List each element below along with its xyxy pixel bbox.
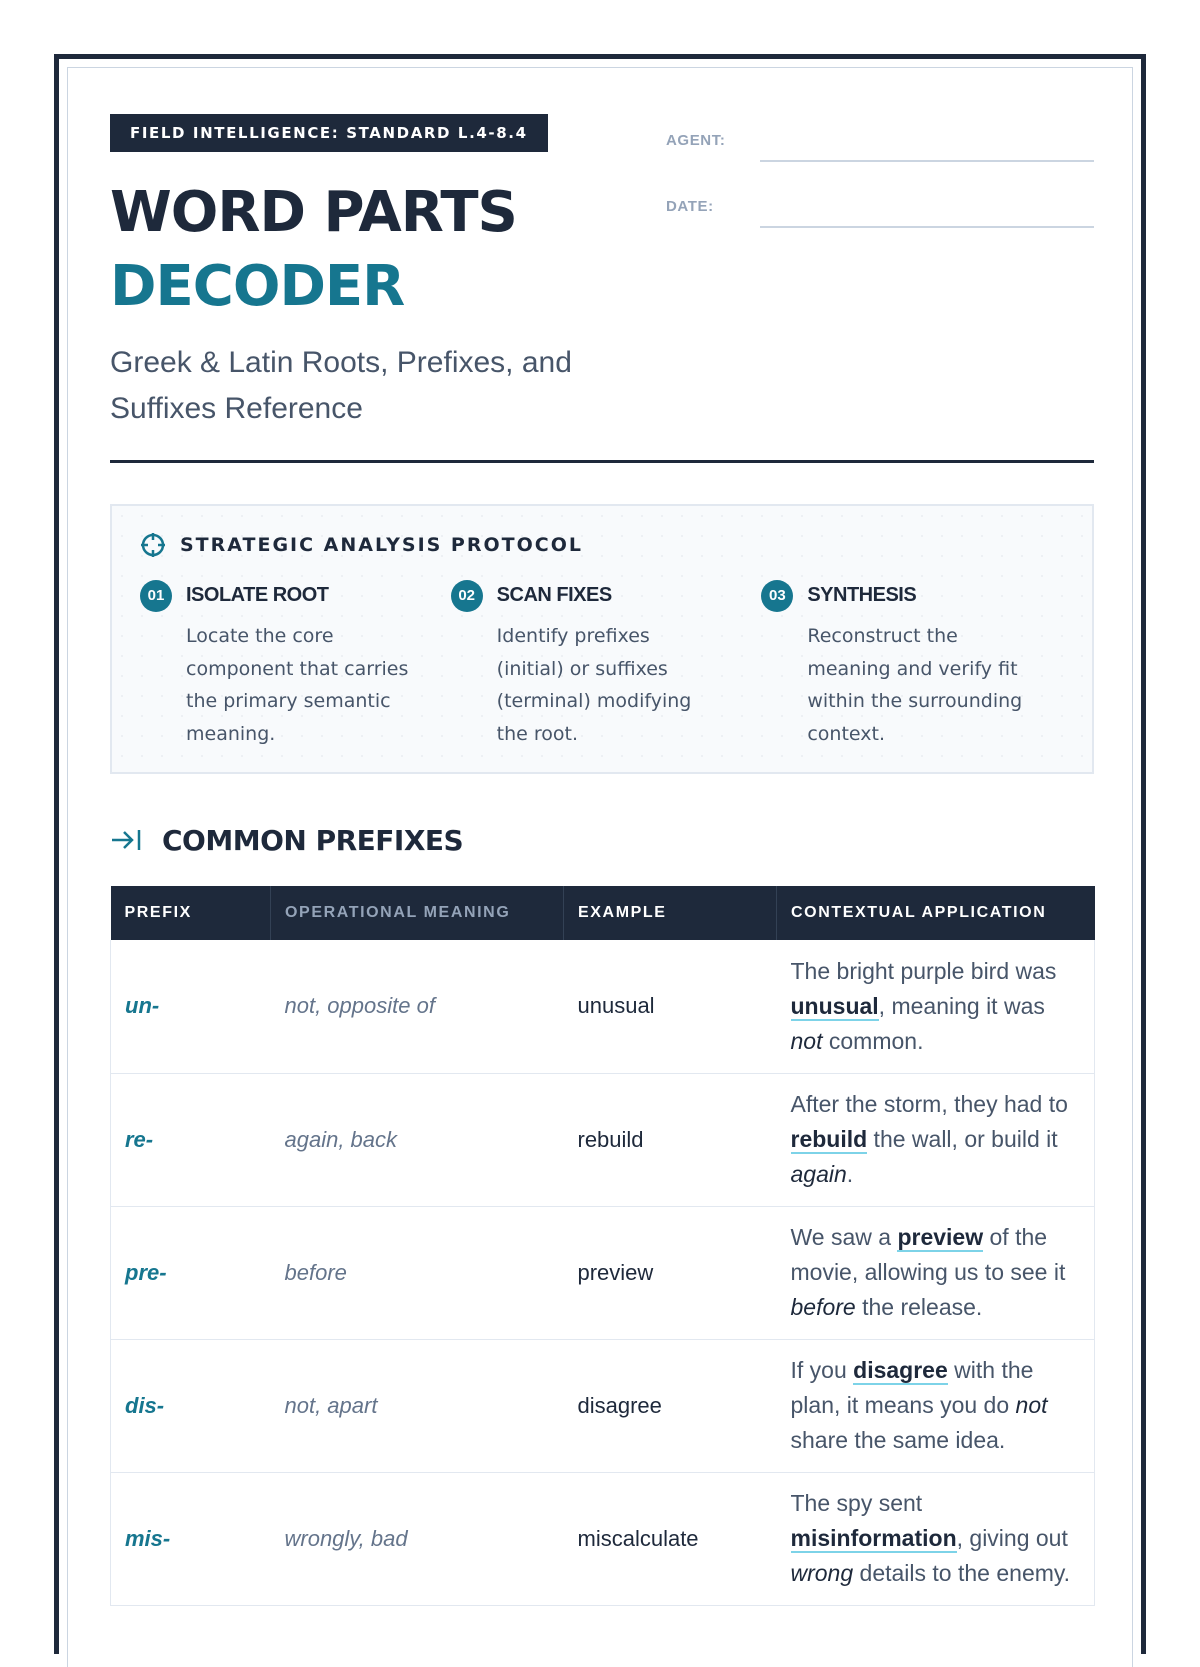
table-row bbox=[111, 1206, 1095, 1339]
context-text: The bright purple bird was bbox=[790, 957, 1057, 984]
context-text: After the storm, they had to bbox=[790, 1091, 1068, 1117]
column-header: OPERATIONAL MEANING bbox=[271, 886, 564, 940]
prefix-cell: re- bbox=[111, 1073, 271, 1206]
table-row bbox=[111, 1472, 1095, 1605]
emphasis-word: wrong bbox=[790, 1560, 854, 1586]
table-header-row bbox=[111, 886, 1095, 940]
context-text: with the plan, it means you do bbox=[790, 1357, 1034, 1418]
step-number: 01 bbox=[140, 580, 172, 612]
highlight-word: rebuild bbox=[790, 1126, 868, 1152]
context-text: We saw a bbox=[790, 1224, 898, 1250]
protocol-box bbox=[110, 504, 1094, 774]
context-text: the release. bbox=[855, 1294, 983, 1320]
standard-badge: FIELD INTELLIGENCE: STANDARD L.4-8.4 bbox=[110, 114, 548, 152]
agent-label: AGENT: bbox=[666, 132, 726, 149]
title-line-1: WORD PARTS bbox=[110, 180, 517, 245]
context-text: the wall, or build it bbox=[867, 1126, 1058, 1152]
context-text: share the same idea. bbox=[790, 1427, 1006, 1453]
protocol-title: STRATEGIC ANALYSIS PROTOCOL bbox=[180, 534, 583, 556]
context-text: The spy sent bbox=[790, 1490, 923, 1516]
crosshair-icon bbox=[140, 532, 166, 558]
prefix-cell: dis- bbox=[111, 1339, 271, 1472]
prefix-cell: mis- bbox=[111, 1472, 271, 1605]
prefixes-table bbox=[110, 886, 1095, 1606]
context-text: , giving out bbox=[956, 1525, 1068, 1551]
emphasis-word: not bbox=[790, 1027, 823, 1054]
context-text: of the movie, allowing us to see it bbox=[790, 1224, 1066, 1285]
step-title: SCAN FIXES bbox=[496, 584, 612, 606]
meaning-cell: not, opposite of bbox=[271, 940, 564, 1073]
worksheet bbox=[110, 114, 1094, 1606]
date-field[interactable] bbox=[666, 190, 1094, 256]
header-divider bbox=[110, 460, 1094, 463]
meaning-cell: before bbox=[271, 1206, 564, 1339]
table-row bbox=[111, 1339, 1095, 1472]
prefix-cell: pre- bbox=[111, 1206, 271, 1339]
context-text: details to the enemy. bbox=[853, 1560, 1071, 1586]
highlight-word: disagree bbox=[853, 1357, 948, 1383]
context-cell bbox=[777, 1339, 1095, 1472]
protocol-header bbox=[140, 532, 583, 558]
prefix-cell: un- bbox=[111, 940, 271, 1073]
arrow-to-line-icon bbox=[110, 827, 142, 853]
emphasis-word: again bbox=[790, 1161, 847, 1187]
title-line-2: DECODER bbox=[110, 254, 405, 319]
step-description: Reconstruct the meaning and verify fit within the surrounding context. bbox=[807, 625, 1023, 745]
date-input-line[interactable] bbox=[760, 226, 1094, 228]
step-title: ISOLATE ROOT bbox=[186, 584, 329, 606]
column-header: PREFIX bbox=[111, 886, 271, 940]
date-label: DATE: bbox=[666, 198, 714, 215]
context-cell bbox=[777, 940, 1095, 1073]
example-cell: miscalculate bbox=[564, 1472, 777, 1605]
meaning-cell: not, apart bbox=[271, 1339, 564, 1472]
highlight-word: misinformation bbox=[790, 1525, 957, 1551]
highlight-word: unusual bbox=[790, 992, 879, 1019]
header bbox=[110, 114, 1094, 460]
info-fields bbox=[666, 124, 1094, 256]
subtitle: Greek & Latin Roots, Prefixes, and Suffixes Reference bbox=[110, 346, 572, 425]
prefixes-section-header bbox=[110, 820, 1094, 860]
section-title: COMMON PREFIXES bbox=[162, 823, 464, 857]
table-row bbox=[111, 940, 1095, 1073]
meaning-cell: wrongly, bad bbox=[271, 1472, 564, 1605]
emphasis-word: before bbox=[790, 1294, 856, 1320]
table-row bbox=[111, 1073, 1095, 1206]
step-title: SYNTHESIS bbox=[807, 584, 917, 606]
context-text: common. bbox=[822, 1027, 924, 1054]
emphasis-word: not bbox=[1015, 1392, 1048, 1418]
highlight-word: preview bbox=[897, 1224, 984, 1250]
example-cell: disagree bbox=[564, 1339, 777, 1472]
meaning-cell: again, back bbox=[271, 1073, 564, 1206]
agent-input-line[interactable] bbox=[760, 160, 1094, 162]
example-cell: rebuild bbox=[564, 1073, 777, 1206]
step-description: Identify prefixes (initial) or suffixes (terminal) modifying the root. bbox=[496, 625, 692, 745]
step-number: 02 bbox=[451, 580, 483, 612]
step-description: Locate the core component that carries the primary semantic meaning. bbox=[186, 625, 409, 745]
step-number: 03 bbox=[761, 580, 793, 612]
column-header: CONTEXTUAL APPLICATION bbox=[777, 886, 1095, 940]
context-cell bbox=[777, 1073, 1095, 1206]
context-cell bbox=[777, 1472, 1095, 1605]
example-cell: unusual bbox=[564, 940, 777, 1073]
example-cell: preview bbox=[564, 1206, 777, 1339]
context-text: , meaning it was bbox=[878, 992, 1045, 1019]
column-header: EXAMPLE bbox=[564, 886, 777, 940]
context-text: If you bbox=[790, 1357, 854, 1383]
context-cell bbox=[777, 1206, 1095, 1339]
context-text: . bbox=[846, 1161, 854, 1187]
agent-field[interactable] bbox=[666, 124, 1094, 190]
